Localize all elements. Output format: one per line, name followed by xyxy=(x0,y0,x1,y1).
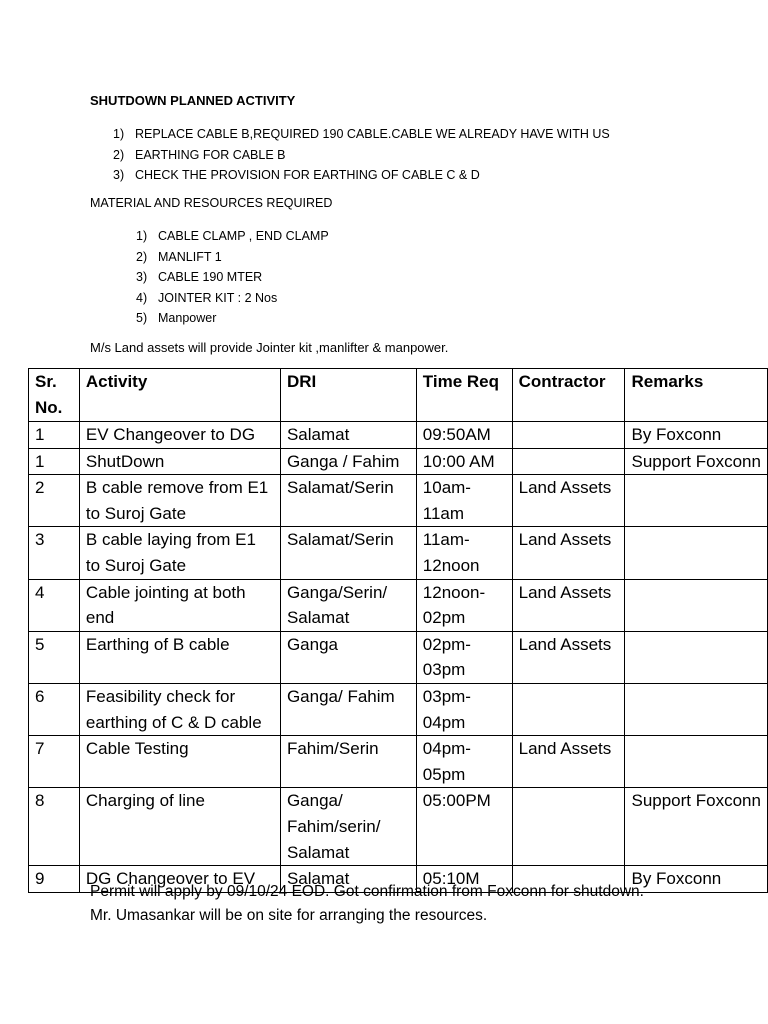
table-row xyxy=(29,527,768,579)
cell-contractor: Land Assets xyxy=(512,736,625,788)
list-item xyxy=(113,124,733,145)
cell-contractor: Land Assets xyxy=(512,475,625,527)
cell-time: 04pm- 05pm xyxy=(416,736,512,788)
cell-time: 12noon- 02pm xyxy=(416,579,512,631)
table-row xyxy=(29,683,768,735)
list-item-number: 2) xyxy=(113,147,125,162)
table-row xyxy=(29,736,768,788)
header-remarks: Remarks xyxy=(625,369,768,422)
cell-activity: Cable jointing at both end xyxy=(79,579,280,631)
table-row xyxy=(29,579,768,631)
list-item-text: JOINTER KIT : 2 Nos xyxy=(158,290,278,305)
cell-remarks: By Foxconn xyxy=(625,422,768,449)
cell-dri: Ganga xyxy=(280,631,416,683)
cell-dri: Ganga/Serin/ Salamat xyxy=(280,579,416,631)
cell-contractor: Land Assets xyxy=(512,579,625,631)
table-row xyxy=(29,788,768,866)
cell-remarks xyxy=(625,579,768,631)
cell-contractor: Land Assets xyxy=(512,631,625,683)
list-item-number: 1) xyxy=(113,127,125,141)
cell-sr: 9 xyxy=(29,866,80,893)
cell-time: 02pm- 03pm xyxy=(416,631,512,683)
cell-time: 10am- 11am xyxy=(416,475,512,527)
header-sr-no: Sr. No. xyxy=(29,369,80,422)
cell-time: 11am- 12noon xyxy=(416,527,512,579)
cell-remarks xyxy=(625,631,768,683)
materials-list xyxy=(136,226,536,329)
planned-activity-list xyxy=(113,124,733,186)
list-item xyxy=(136,247,536,268)
cell-contractor xyxy=(512,422,625,449)
list-item xyxy=(136,288,536,309)
list-item xyxy=(113,165,733,186)
cell-remarks: Support Foxconn xyxy=(625,788,768,866)
list-item-number: 1) xyxy=(136,229,148,243)
cell-time: 05:10M xyxy=(416,866,512,893)
list-item-number: 3) xyxy=(136,270,148,284)
cell-sr: 2 xyxy=(29,475,80,527)
cell-activity: DG Changeover to EV xyxy=(79,866,280,893)
cell-activity: B cable remove from E1 to Suroj Gate xyxy=(79,475,280,527)
cell-contractor xyxy=(512,448,625,475)
cell-sr: 6 xyxy=(29,683,80,735)
table-row xyxy=(29,422,768,449)
cell-remarks: Support Foxconn xyxy=(625,448,768,475)
cell-activity: EV Changeover to DG xyxy=(79,422,280,449)
cell-remarks xyxy=(625,527,768,579)
list-item-text: CHECK THE PROVISION FOR EARTHING OF CABLE C & D xyxy=(135,168,480,182)
cell-sr: 1 xyxy=(29,448,80,475)
cell-activity: Charging of line xyxy=(79,788,280,866)
footer-permit-note: Permit will apply by 09/10/24 EOD. Got confirmation from Foxconn for shutdown. xyxy=(90,883,644,900)
cell-dri: Fahim/Serin xyxy=(280,736,416,788)
cell-contractor xyxy=(512,683,625,735)
list-item-number: 4) xyxy=(136,290,148,305)
list-item xyxy=(113,145,733,166)
cell-dri: Ganga/ Fahim xyxy=(280,683,416,735)
cell-activity: B cable laying from E1 to Suroj Gate xyxy=(79,527,280,579)
list-item-text: MANLIFT 1 xyxy=(158,249,222,264)
cell-activity: Earthing of B cable xyxy=(79,631,280,683)
cell-dri: Salamat xyxy=(280,422,416,449)
cell-dri: Ganga / Fahim xyxy=(280,448,416,475)
cell-sr: 1 xyxy=(29,422,80,449)
cell-time: 05:00PM xyxy=(416,788,512,866)
cell-sr: 5 xyxy=(29,631,80,683)
list-item-text: CABLE 190 MTER xyxy=(158,270,263,284)
list-item-text: EARTHING FOR CABLE B xyxy=(135,147,286,162)
document-title: SHUTDOWN PLANNED ACTIVITY xyxy=(90,93,296,108)
cell-remarks xyxy=(625,683,768,735)
header-time-req: Time Req xyxy=(416,369,512,422)
list-item xyxy=(136,226,536,247)
cell-sr: 3 xyxy=(29,527,80,579)
list-item xyxy=(136,267,536,288)
list-item-number: 5) xyxy=(136,311,148,325)
provider-note: M/s Land assets will provide Jointer kit ,manlifter & manpower. xyxy=(90,340,449,355)
table-header-row xyxy=(29,369,768,422)
cell-activity: ShutDown xyxy=(79,448,280,475)
cell-remarks xyxy=(625,736,768,788)
list-item-text: CABLE CLAMP , END CLAMP xyxy=(158,229,329,243)
cell-contractor: Land Assets xyxy=(512,527,625,579)
cell-dri: Salamat/Serin xyxy=(280,475,416,527)
list-item-text: REPLACE CABLE B,REQUIRED 190 CABLE.CABLE WE ALREADY HAVE WITH US xyxy=(135,127,610,141)
table-row xyxy=(29,448,768,475)
cell-dri: Ganga/ Fahim/serin/ Salamat xyxy=(280,788,416,866)
table-row xyxy=(29,475,768,527)
list-item-text: Manpower xyxy=(158,311,217,325)
list-item xyxy=(136,308,536,329)
cell-sr: 7 xyxy=(29,736,80,788)
cell-time: 03pm- 04pm xyxy=(416,683,512,735)
cell-activity: Cable Testing xyxy=(79,736,280,788)
cell-remarks xyxy=(625,475,768,527)
cell-remarks: By Foxconn xyxy=(625,866,768,893)
header-activity: Activity xyxy=(79,369,280,422)
table-row xyxy=(29,631,768,683)
header-dri: DRI xyxy=(280,369,416,422)
footer-resource-note: Mr. Umasankar will be on site for arranging the resources. xyxy=(90,907,488,924)
cell-activity: Feasibility check for earthing of C & D cable xyxy=(79,683,280,735)
cell-sr: 8 xyxy=(29,788,80,866)
cell-time: 09:50AM xyxy=(416,422,512,449)
activity-table xyxy=(28,368,768,893)
cell-dri: Salamat/Serin xyxy=(280,527,416,579)
cell-dri: Salamat xyxy=(280,866,416,893)
list-item-number: 3) xyxy=(113,168,125,182)
cell-sr: 4 xyxy=(29,579,80,631)
list-item-number: 2) xyxy=(136,249,148,264)
header-contractor: Contractor xyxy=(512,369,625,422)
cell-contractor xyxy=(512,788,625,866)
cell-time: 10:00 AM xyxy=(416,448,512,475)
materials-heading: MATERIAL AND RESOURCES REQUIRED xyxy=(90,196,333,210)
